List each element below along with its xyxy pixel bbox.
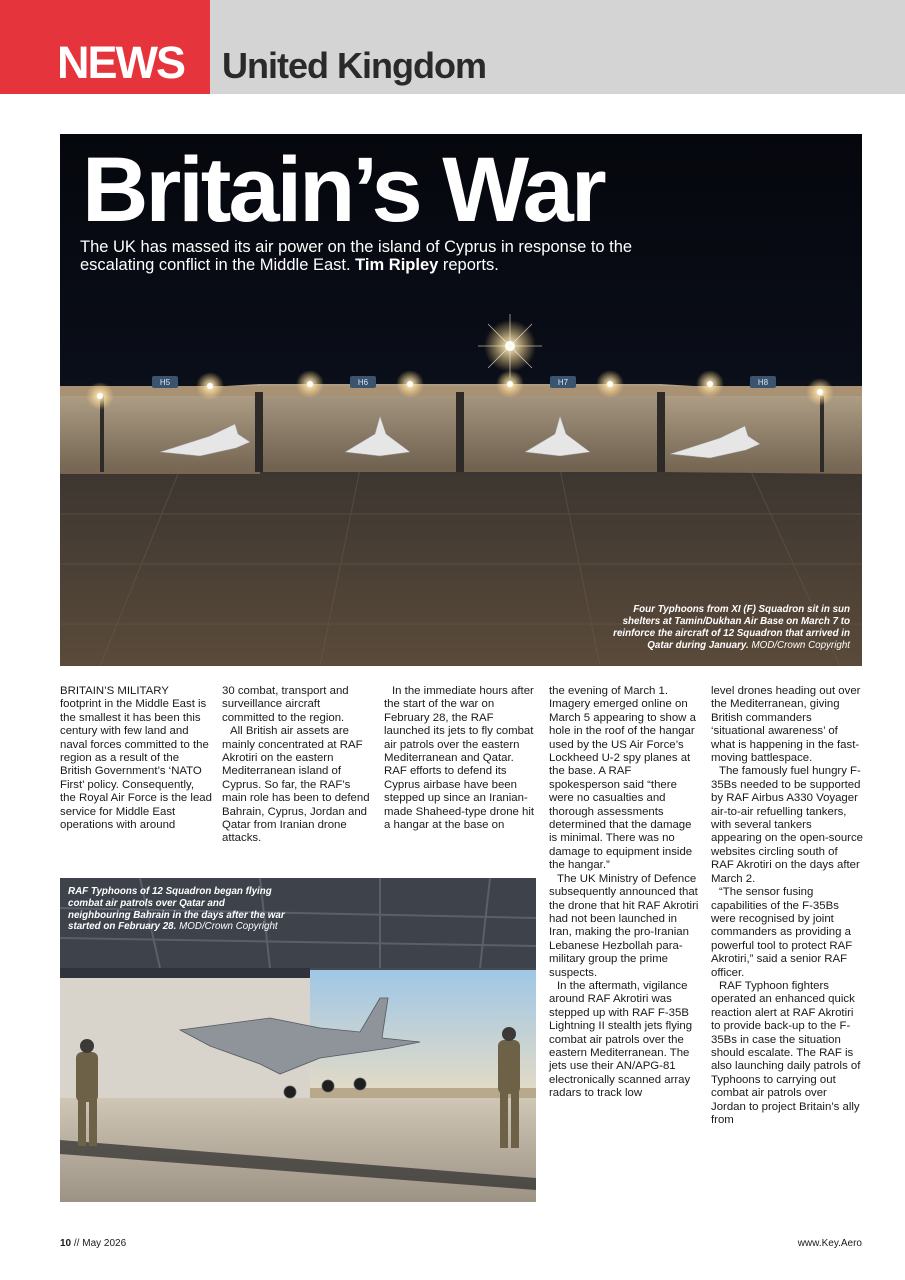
paragraph: In the aftermath, vigilance around RAF Akrotiri was stepped up with RAF F-35B Lightning II stealth jets flying combat air patrols over the eastern Mediterranean. The jets use their AN/APG-81 electronically scanned array radars to track low: [549, 979, 693, 1100]
standfirst-suffix: reports.: [442, 256, 499, 274]
paragraph: All British air assets are mainly concentrated at RAF Akrotiri on the eastern Mediterranean island of Cyprus. So far, the RAF’s main role has been to defend Bahrain, Cyprus, Jordan and Qatar from Iranian drone attacks.: [222, 725, 370, 845]
paragraph: 30 combat, transport and surveillance aircraft committed to the region.: [222, 685, 349, 724]
article-column-4: [549, 685, 699, 1101]
headline: Britain’s War: [82, 139, 604, 241]
paragraph: the evening of March 1. Imagery emerged online on March 5 appearing to show a hole in the roof of the hangar used by the US Air Force’s Lockheed U-2 spy planes at the base. A RAF spokesperson said “there were no casualties and thorough assessments determined that the damage is minimal. There was no damage to equipment inside the hangar.”: [549, 685, 696, 872]
section-title: United Kingdom: [222, 45, 486, 86]
shelter-label-h5: H5: [159, 378, 171, 387]
issue-date: May 2026: [82, 1238, 127, 1249]
paragraph: RAF Typhoon fighters operated an enhanced quick reaction alert at RAF Akrotiri to provide back-up to the F-35Bs in case the situation should escalate. The RAF is also launching daily patrols of Typhoons to carrying out combat air patrols over Jordan to project Britain’s ally from: [711, 979, 861, 1126]
footer-separator: //: [73, 1238, 80, 1249]
author-name: Tim Ripley: [355, 256, 439, 274]
article-column-2: [222, 685, 374, 846]
hero-caption-credit: MOD/Crown Copyright: [751, 640, 850, 651]
paragraph: The famously fuel hungry F-35Bs needed to be supported by RAF Airbus A330 Voyager air-to-air refuelling tankers, with several tankers appearing on the open-source websites circling south of RAF Akrotiri on the days after March 2.: [711, 765, 863, 885]
photo2-caption-credit: MOD/Crown Copyright: [179, 921, 278, 933]
news-section-tag: [0, 0, 210, 94]
article-column-5: [711, 685, 863, 1127]
article-column-1: [60, 685, 212, 832]
paragraph: BRITAIN’S MILITARY footprint in the Middle East is the smallest it has been this century with few land and naval forces committed to the region as a result of the British Government’s ‘NATO First’ policy. Consequently, the Royal Air Force is the lead service for Middle East operations with around: [60, 685, 212, 832]
shelter-label-h8: H8: [757, 378, 769, 387]
news-tag-label: NEWS: [57, 37, 184, 88]
photo2-caption: [68, 886, 290, 933]
website-link[interactable]: www.Key.Aero: [797, 1238, 862, 1249]
hero-caption-text: Four Typhoons from XI (F) Squadron sit in sun shelters at Tamin/Dukhan Air Base on March 7 to reinforce the aircraft of 12 Squadron that arrived in Qatar during January.: [613, 604, 850, 651]
photo2-caption-text: RAF Typhoons of 12 Squadron began flying combat air patrols over Qatar and neighbouring Bahrain in the days after the war started on February 28.: [68, 886, 285, 933]
shelter-label-h6: H6: [357, 378, 369, 387]
standfirst: [80, 238, 640, 274]
standfirst-text: The UK has massed its air power on the island of Cyprus in response to the escalating conflict in the Middle East.: [80, 238, 633, 274]
article-column-3: [384, 685, 536, 832]
hangar-photo: [60, 878, 536, 1202]
paragraph: level drones heading out over the Mediterranean, giving British commanders ‘situational awareness’ of what is happening in the fast-moving battlespace.: [711, 685, 861, 765]
paragraph: The UK Ministry of Defence subsequently announced that the drone that hit RAF Akrotiri had not been launched in Iran, making the pro-Iranian Lebanese Hezbollah para-military group the prime suspects.: [549, 872, 699, 979]
page-footer-left: [60, 1238, 126, 1249]
sun-shelters: [60, 376, 862, 474]
hero-image: [60, 134, 862, 666]
hero-caption: [610, 604, 850, 652]
paragraph: “The sensor fusing capabilities of the F-35Bs were recognised by joint commanders as providing a powerful tool to protect RAF Akrotiri,” said a senior RAF officer.: [711, 886, 853, 979]
page-number: 10: [60, 1238, 72, 1249]
shelter-label-h7: H7: [557, 378, 569, 387]
paragraph: In the immediate hours after the start of the war on February 28, the RAF launched its jets to fly combat air patrols over the eastern Mediterranean and Qatar. RAF efforts to defend its Cyprus airbase have been stepped up since an Iranian-made Shaheed-type drone hit a hangar at the base on: [384, 685, 535, 832]
